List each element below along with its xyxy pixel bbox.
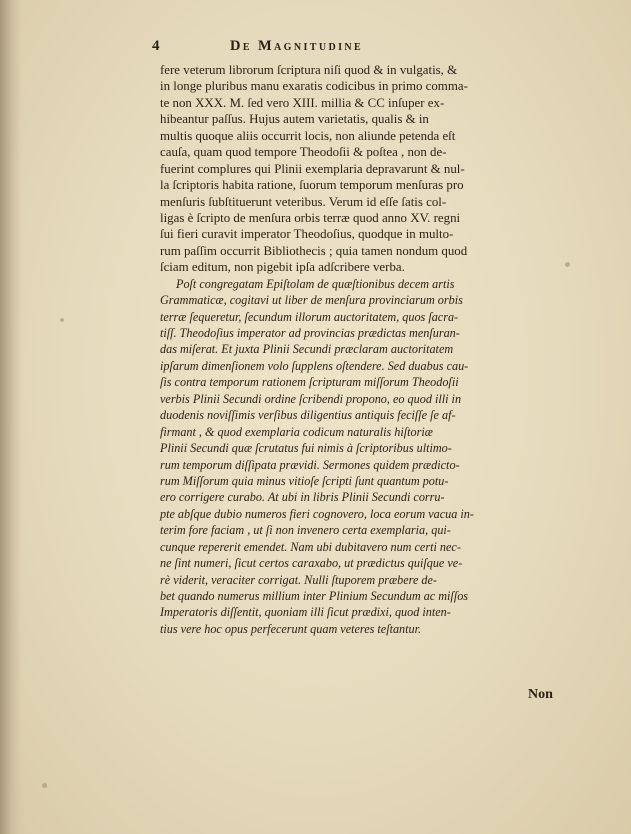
text-line: firmant , & quod exemplaria codicum naturalis hiſtoriæ xyxy=(160,424,433,439)
text-line: rum Miſſorum quia minus vitioſe ſcripti ſunt quantum potu- xyxy=(160,473,449,488)
text-line: hibeantur paſſus. Hujus autem varietatis, qualis & in xyxy=(160,112,429,127)
text-line: ligas è ſcripto de menſura orbis terræ quod anno XV. regni xyxy=(160,210,461,225)
text-line: ſui fieri curavit imperator Theodoſius, quodque in multo- xyxy=(160,227,454,242)
text-line: duodenis noviſſimis verſibus diligentius antiquis feciſſe ſe af- xyxy=(160,408,456,423)
page-number: 4 xyxy=(152,38,160,54)
text-line: in longe pluribus manu exaratis codicibus in primo comma- xyxy=(160,79,468,94)
text-line: rè viderit, veraciter corrigat. Nulli ſtuporem præbere de- xyxy=(160,572,437,587)
text-line: rum paſſim occurrit Bibliothecis ; quia tamen nondum quod xyxy=(160,243,468,258)
roman-paragraph xyxy=(160,62,560,276)
text-line: menſuris ſubſtituerunt veteribus. Verum id eſſe ſatis col- xyxy=(160,194,447,209)
foxing-spot xyxy=(565,262,570,267)
text-line: ero corrigere curabo. At ubi in libris Plinii Secundi corru- xyxy=(160,490,445,505)
text-line: te non XXX. M. ſed vero XIII. millia & CC inſuper ex- xyxy=(160,95,445,110)
text-block xyxy=(160,62,560,637)
binding-gutter-shadow xyxy=(0,0,22,834)
text-line: bet quando numerus millium inter Plinium Secundum ac miſſos xyxy=(160,589,469,603)
text-line: ipſarum dimenſionem volo ſupplens oſtendere. Sed duabus cau- xyxy=(160,358,469,373)
text-line: cauſa, quam quod tempore Theodoſii & poſtea , non de- xyxy=(160,145,447,160)
text-line: Imperatoris diſſentit, quoniam illi ſicut prædixi, quod inten- xyxy=(160,605,451,620)
foxing-spot xyxy=(60,318,64,322)
text-line: terim fore faciam , ut ſi non invenero certa exemplaria, qui- xyxy=(160,523,451,538)
text-line: ſciam editum, non pigebit ipſa adſcribere verba. xyxy=(160,260,405,275)
text-line: Poſt congregatam Epiſtolam de quæſtionibus decem artis xyxy=(176,276,455,291)
text-line: fere veterum librorum ſcriptura niſi quod & in vulgatis, & xyxy=(160,63,458,77)
text-line: Grammaticæ, cogitavi ut liber de menſura provinciarum orbis xyxy=(160,293,463,308)
text-line: ne ſint numeri, ſicut certos caraxabo, ut prædictus quiſque ve- xyxy=(160,556,463,571)
text-line: pte abſque dubio numeros fieri cognovero, loca eorum vacua in- xyxy=(160,506,474,521)
text-line: tius vere hoc opus perfecerunt quam veteres teſtantur. xyxy=(160,621,422,636)
text-line: la ſcriptoris habita ratione, ſuorum temporum menſuras pro xyxy=(160,178,464,193)
foxing-spot xyxy=(42,783,47,788)
text-line: fuerint complures qui Plinii exemplaria depravarunt & nul- xyxy=(160,161,465,176)
text-line: das miſerat. Et juxta Plinii Secundi præclaram auctoritatem xyxy=(160,342,454,357)
text-line: terræ ſequeretur, ſecundum illorum auctoritatem, quos ſacra- xyxy=(160,309,459,324)
text-line: multis quoque aliis occurrit locis, non aliunde petenda eſt xyxy=(160,128,456,143)
text-line: ſis contra temporum rationem ſcripturam miſſorum Theodoſii xyxy=(160,375,459,390)
running-title: De Magnitudine xyxy=(230,38,364,54)
running-head xyxy=(152,38,492,58)
italic-quotation xyxy=(160,276,560,638)
text-line: rum temporum diſſipata prævidi. Sermones quidem prædicto- xyxy=(160,457,460,472)
text-line: tiſſ. Theodoſius imperator ad provincias prædictas menſuran- xyxy=(160,326,460,340)
catchword: Non xyxy=(528,687,553,702)
text-line: cunque repererit emendet. Nam ubi dubitavero num certi nec- xyxy=(160,539,461,554)
text-line: Plinii Secundi quæ ſcrutatus fui nimis à ſcriptoribus ultimo- xyxy=(160,441,452,456)
text-line: verbis Plinii Secundi ordine ſcribendi propono, eo quod illi in xyxy=(160,391,462,406)
